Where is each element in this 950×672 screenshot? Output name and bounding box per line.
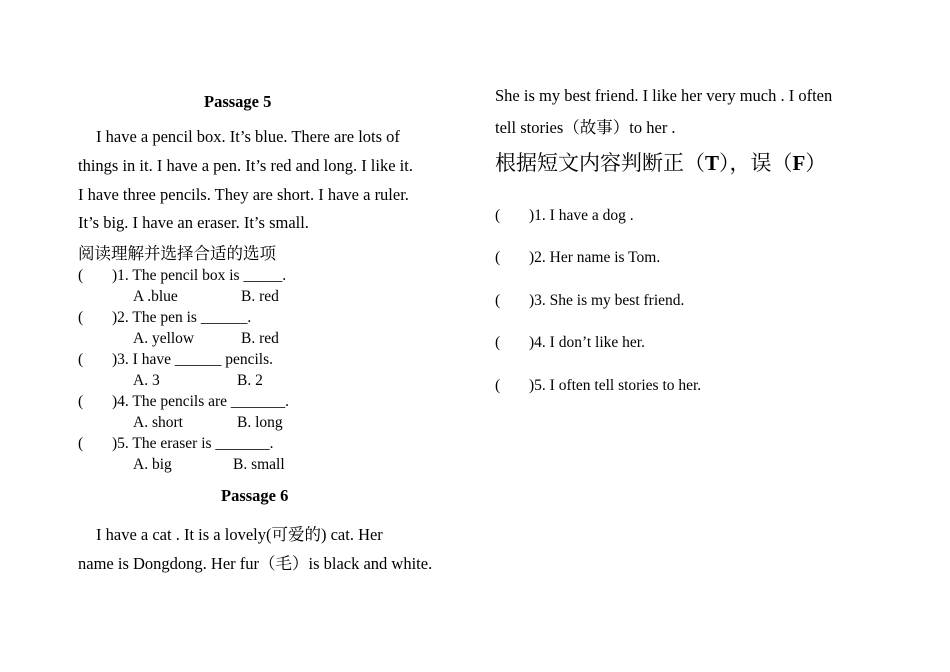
statement-text: )1. I have a dog . — [529, 207, 634, 224]
passage5-line: I have a pencil box. It’s blue. There are lots of — [96, 127, 400, 146]
option-a: A. short — [133, 414, 183, 431]
question-text: )3. I have ______ pencils. — [112, 351, 273, 368]
passage6-line: She is my best friend. I like her very much . I often — [495, 86, 833, 105]
answer-blank-open-paren: ( — [78, 435, 84, 452]
option-b: B. small — [233, 456, 285, 473]
passage6-line: tell stories（故事）to her . — [495, 118, 676, 137]
answer-blank-open-paren: ( — [78, 309, 84, 326]
answer-blank-open-paren: ( — [78, 393, 84, 410]
answer-blank-open-paren: ( — [495, 207, 501, 224]
option-a: A .blue — [133, 288, 178, 305]
statement-text: )2. Her name is Tom. — [529, 249, 661, 266]
passage5-instruction: 阅读理解并选择合适的选项 — [78, 244, 276, 263]
answer-blank-open-paren: ( — [495, 292, 501, 309]
passage5-line: It’s big. I have an eraser. It’s small. — [78, 213, 309, 232]
question-text: )1. The pencil box is _____. — [112, 267, 287, 284]
option-b: B. red — [241, 330, 279, 347]
answer-blank-open-paren: ( — [495, 249, 501, 266]
answer-blank-open-paren: ( — [495, 377, 501, 394]
question-text: )2. The pen is ______. — [112, 309, 252, 326]
passage6-line: I have a cat . It is a lovely(可爱的) cat. Her — [96, 525, 383, 544]
instruction-part: ） — [805, 151, 827, 175]
option-a: A. 3 — [133, 372, 160, 389]
passage6-line: name is Dongdong. Her fur（毛）is black and white. — [78, 554, 433, 573]
option-a: A. yellow — [133, 330, 195, 347]
question-text: )5. The eraser is _______. — [112, 435, 274, 452]
passage5-title: Passage 5 — [204, 92, 272, 111]
answer-blank-open-paren: ( — [78, 351, 84, 368]
true-mark: T — [705, 151, 720, 175]
option-b: B. red — [241, 288, 279, 305]
option-b: B. 2 — [237, 372, 263, 389]
statement-text: )4. I don’t like her. — [529, 334, 645, 351]
instruction-part: ），误（ — [719, 151, 793, 175]
statement-text: )3. She is my best friend. — [529, 292, 685, 309]
passage5-line: things in it. I have a pen. It’s red and long. I like it. — [78, 156, 413, 175]
option-b: B. long — [237, 414, 283, 431]
option-a: A. big — [133, 456, 172, 473]
answer-blank-open-paren: ( — [78, 267, 84, 284]
instruction-part: 根据短文内容判断正（ — [495, 151, 705, 175]
statement-text: )5. I often tell stories to her. — [529, 377, 702, 394]
question-text: )4. The pencils are _______. — [112, 393, 290, 410]
answer-blank-open-paren: ( — [495, 334, 501, 351]
passage6-title: Passage 6 — [221, 486, 289, 505]
passage5-line: I have three pencils. They are short. I have a ruler. — [78, 185, 409, 204]
passage6-instruction — [495, 147, 826, 177]
false-mark: F — [792, 151, 806, 175]
